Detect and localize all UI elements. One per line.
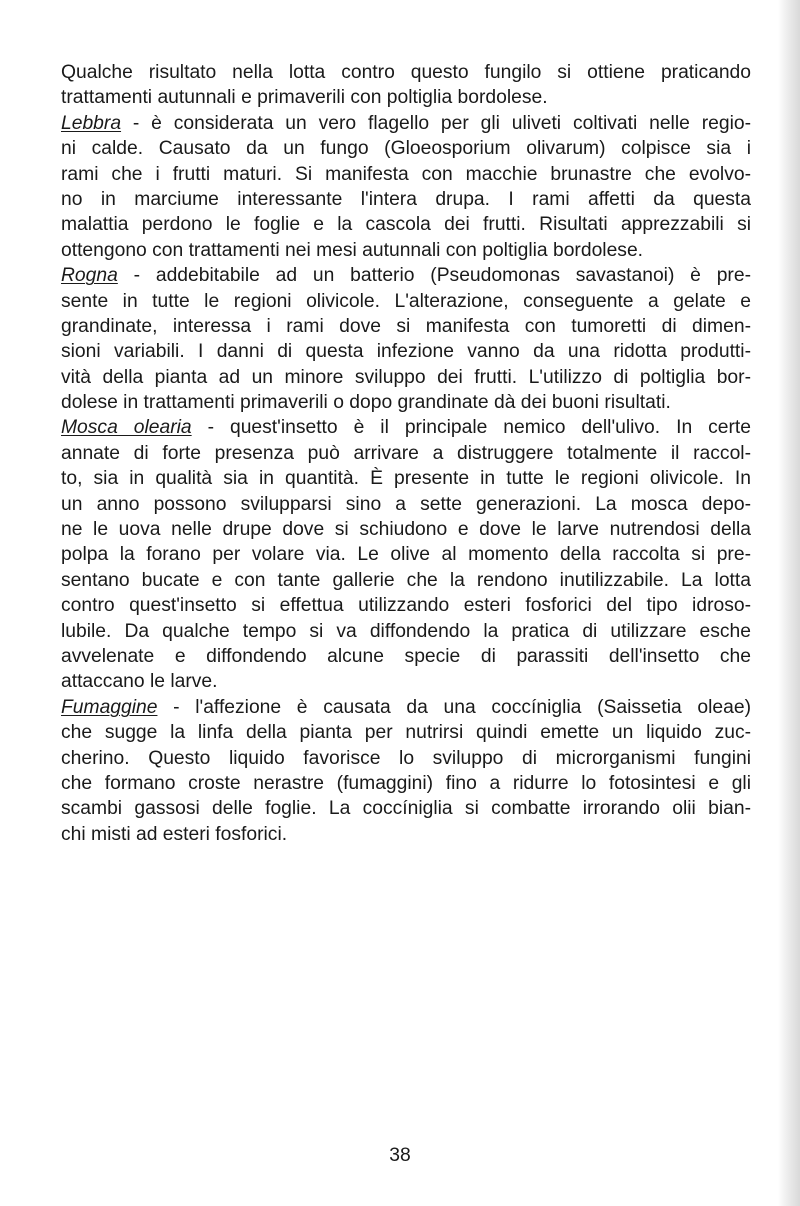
text-line: avvelenate e diffondendo alcune specie di parassiti dell'insetto che [61,645,751,667]
text-line: dolese in trattamenti primaverili o dopo grandinate dà dei buoni risultati. [61,392,671,414]
text-line: vità della pianta ad un minore sviluppo dei frutti. L'utilizzo di poltiglia bor- [61,366,751,388]
section-first-line-text: - quest'insetto è il principale nemico dell'ulivo. In certe [191,417,752,439]
section-lebbra-heading-line [61,111,751,136]
text-line: lubile. Da qualche tempo si va diffondendo la pratica di utilizzare esche [61,620,751,642]
section-mosca-olearia-heading-line [61,415,751,440]
text-line: rami che i frutti maturi. Si manifesta con macchie brunastre che evolvo- [61,163,751,185]
text-line: contro quest'insetto si effettua utilizzando esteri fosforici del tipo idroso- [61,595,751,617]
text-line: che sugge la linfa della pianta per nutrirsi quindi emette un liquido zuc- [61,722,751,744]
text-line: ni calde. Causato da un fungo (Gloeosporium olivarum) colpisce sia i [61,138,751,160]
text-line: sioni variabili. I danni di questa infezione vanno da una ridotta produtti- [61,341,751,363]
section-term-mosca-olearia: Mosca olearia [61,417,192,439]
text-line: malattia perdono le foglie e la cascola dei frutti. Risultati apprezzabili si [61,214,751,236]
section-fumaggine-heading-line [61,695,751,720]
section-term-fumaggine: Fumaggine [61,696,158,718]
text-line: cherino. Questo liquido favorisce lo sviluppo di microrganismi fungini [61,747,751,769]
section-first-line-text: - addebitabile ad un batterio (Pseudomonas savastanoi) è pre- [117,265,751,287]
text-line: che formano croste nerastre (fumaggini) fino a ridurre lo fotosintesi e gli [61,772,751,794]
section-term-rogna: Rogna [61,265,118,287]
text-line: attaccano le larve. [61,671,218,693]
intro-line: Qualche risultato nella lotta contro questo fungilo si ottiene praticando [61,62,751,83]
text-line: un anno possono svilupparsi sino a sette generazioni. La mosca depo- [61,493,751,515]
text-line: scambi gassosi delle foglie. La coccíniglia si combatte irrorando olii bian- [61,798,751,820]
body-text [61,60,751,847]
text-line: no in marciume interessante l'intera drupa. I rami affetti da questa [61,188,751,210]
text-line: grandinate, interessa i rami dove si manifesta con tumoretti di dimen- [61,315,751,337]
text-line: ne le uova nelle drupe dove si schiudono e dove le larve nutrendosi della [61,519,751,541]
section-first-line-text: - è considerata un vero flagello per gli uliveti coltivati nelle regio- [121,112,751,134]
page-edge-shadow [778,0,800,1206]
section-term-lebbra: Lebbra [61,112,122,134]
page-number: 38 [389,1145,411,1166]
text-line: to, sia in qualità sia in quantità. È presente in tutte le regioni olivicole. In [61,468,751,490]
text-line: annate di forte presenza può arrivare a distruggere totalmente il raccol- [61,442,751,464]
text-line: polpa la forano per volare via. Le olive al momento della raccolta si pre- [61,544,751,566]
intro-line: trattamenti autunnali e primaverili con poltiglia bordolese. [61,87,548,109]
text-line: sentano bucate e con tante gallerie che la rendono inutilizzabile. La lotta [61,569,751,591]
section-first-line-text: - l'affezione è causata da una coccíniglia (Saissetia oleae) [157,696,751,718]
text-line: ottengono con trattamenti nei mesi autunnali con poltiglia bordolese. [61,239,644,261]
text-line: chi misti ad esteri fosforici. [61,823,288,845]
section-rogna-heading-line [61,263,751,288]
text-line: sente in tutte le regioni olivicole. L'alterazione, conseguente a gelate e [61,290,751,312]
